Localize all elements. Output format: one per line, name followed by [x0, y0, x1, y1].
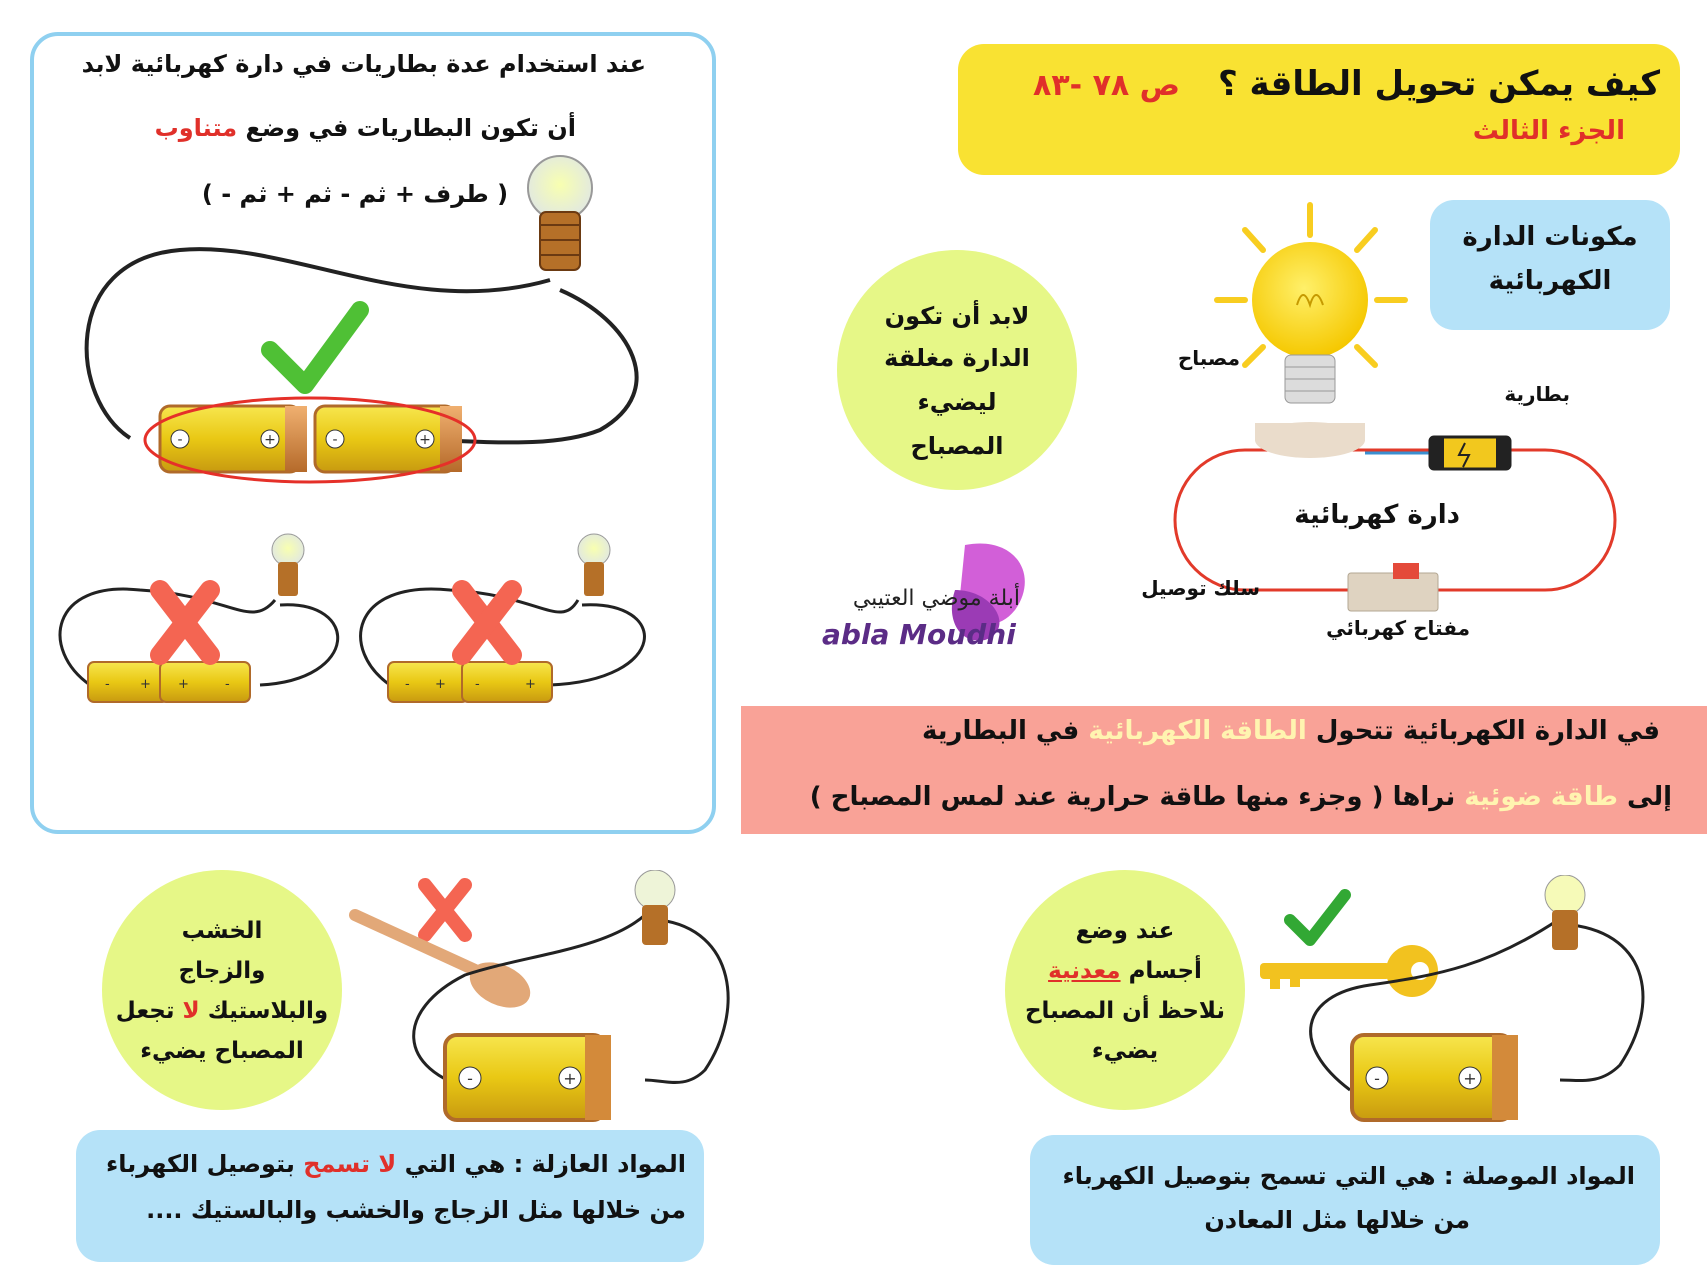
- logo-arabic: أبلة موضي العتيبي: [852, 586, 1020, 611]
- conductor-definition-line1: المواد الموصلة : هي التي تسمح بتوصيل الكهرباء: [1062, 1162, 1635, 1190]
- x-mark-icon: [462, 590, 512, 655]
- insulator-def-c: بتوصيل الكهرباء: [105, 1150, 295, 1178]
- conductor-circle: [1005, 870, 1245, 1110]
- series-panel-line1: عند استخدام عدة بطاريات في دارة كهربائية لابد: [81, 50, 646, 78]
- battery-icon: [445, 1035, 611, 1120]
- components-line2: الكهربائية: [1488, 266, 1612, 296]
- components-line1: مكونات الدارة: [1462, 222, 1638, 252]
- alternating-word: متناوب: [154, 114, 238, 142]
- conductor-line2-a: أجسام: [1128, 958, 1202, 984]
- energy-line1: [760, 716, 1660, 746]
- conductor-line4: يضيء: [1091, 1038, 1159, 1064]
- insulator-no-word: لا: [182, 998, 200, 1024]
- insulator-definition-line1: [96, 1150, 686, 1178]
- lamp-small-left-icon: [272, 534, 304, 596]
- conductor-line2: [1005, 958, 1245, 984]
- closed-line2: الدارة مغلقة: [884, 344, 1030, 372]
- battery-icon: [1352, 1035, 1518, 1120]
- wooden-spoon-icon: [355, 915, 537, 1017]
- svg-text:-: -: [1374, 1069, 1380, 1088]
- energy-line2-c: نراها ( وجزء منها طاقة حرارية عند لمس المصباح ): [809, 782, 1456, 812]
- svg-text:+: +: [435, 677, 446, 692]
- insulator-line3: [102, 998, 342, 1024]
- insulator-def-a: المواد العازلة : هي التي: [404, 1150, 686, 1178]
- svg-text:+: +: [1463, 1069, 1477, 1088]
- page-range: ص ٧٨ -٨٣: [1033, 68, 1180, 103]
- insulator-circle: [102, 870, 342, 1110]
- svg-text:-: -: [105, 677, 110, 692]
- series-circuits-illustration: [30, 150, 710, 790]
- insulator-def-not-allow: لا تسمح: [303, 1150, 397, 1178]
- insulator-line4: المصباح يضيء: [140, 1038, 304, 1064]
- svg-text:-: -: [332, 432, 338, 448]
- part-label: الجزء الثالث: [1472, 116, 1625, 146]
- circuit-label: دارة كهربائية: [1294, 500, 1460, 530]
- svg-text:-: -: [177, 432, 183, 448]
- svg-text:-: -: [467, 1069, 473, 1088]
- metallic-word: معدنية: [1048, 958, 1121, 984]
- insulator-line1: الخشب: [181, 918, 263, 944]
- conductor-line1: عند وضع: [1075, 918, 1175, 944]
- battery-label: بطارية: [1504, 382, 1570, 406]
- wire-label: سلك توصيل: [1141, 576, 1260, 600]
- svg-text:+: +: [563, 1069, 577, 1088]
- conductor-definition-box: [1030, 1135, 1660, 1265]
- check-icon: [1290, 895, 1345, 940]
- switch-icon: [1348, 563, 1438, 611]
- closed-line4: المصباح: [910, 432, 1004, 460]
- svg-text:-: -: [405, 677, 410, 692]
- insulator-line2: والزجاج: [178, 958, 266, 984]
- conductor-definition-line2: من خلالها مثل المعادن: [1204, 1206, 1470, 1234]
- energy-line2: [760, 782, 1672, 812]
- svg-text:+: +: [264, 432, 276, 448]
- svg-text:+: +: [140, 677, 151, 692]
- lamp-icon: [635, 870, 675, 945]
- insulator-line3-a: والبلاستيك: [207, 998, 329, 1024]
- check-icon: [270, 310, 360, 385]
- insulator-circuit-illustration: [345, 870, 815, 1160]
- page-title: كيف يمكن تحويل الطاقة ؟: [1217, 64, 1660, 104]
- energy-line2-highlight: طاقة ضوئية: [1464, 782, 1618, 812]
- lamp-icon: [1252, 242, 1368, 458]
- series-panel-line2-text: أن تكون البطاريات في وضع: [245, 114, 576, 142]
- energy-line2-a: إلى: [1627, 782, 1672, 812]
- lamp-small-right-icon: [578, 534, 610, 596]
- closed-line1: لابد أن تكون: [884, 302, 1030, 330]
- battery-pair-wrong-2: [388, 662, 552, 702]
- conductor-line3: نلاحظ أن المصباح: [1024, 998, 1226, 1024]
- svg-text:+: +: [419, 432, 431, 448]
- lamp-label: مصباح: [1177, 346, 1240, 370]
- energy-line1-highlight: الطاقة الكهربائية: [1088, 716, 1307, 746]
- logo-latin: abla Moudhi: [822, 618, 1016, 651]
- series-panel-line2: [130, 114, 576, 142]
- battery-icon: [1430, 437, 1510, 469]
- insulator-definition-line2: من خلالها مثل الزجاج والخشب والبالستيك ....: [146, 1196, 686, 1224]
- x-mark-icon: [425, 885, 465, 935]
- battery-pair-wrong-1: [88, 662, 250, 702]
- energy-line1-c: في البطارية: [922, 716, 1080, 746]
- energy-line1-a: في الدارة الكهربائية تتحول: [1315, 716, 1660, 746]
- lamp-icon: [1545, 875, 1585, 950]
- svg-text:+: +: [178, 677, 189, 692]
- battery-pair-correct: [145, 398, 475, 482]
- svg-text:-: -: [475, 677, 480, 692]
- series-panel-line3: ( طرف + ثم - ثم + ثم - ): [201, 180, 509, 208]
- insulator-line3-c: تجعل: [115, 998, 175, 1024]
- lamp-icon: [528, 156, 592, 270]
- svg-text:+: +: [525, 677, 536, 692]
- x-mark-icon: [160, 590, 210, 655]
- closed-line3: ليضيء: [917, 388, 997, 416]
- conductor-circuit-illustration: [1260, 875, 1680, 1145]
- svg-text:-: -: [225, 677, 230, 692]
- switch-label: مفتاح كهربائي: [1326, 616, 1470, 640]
